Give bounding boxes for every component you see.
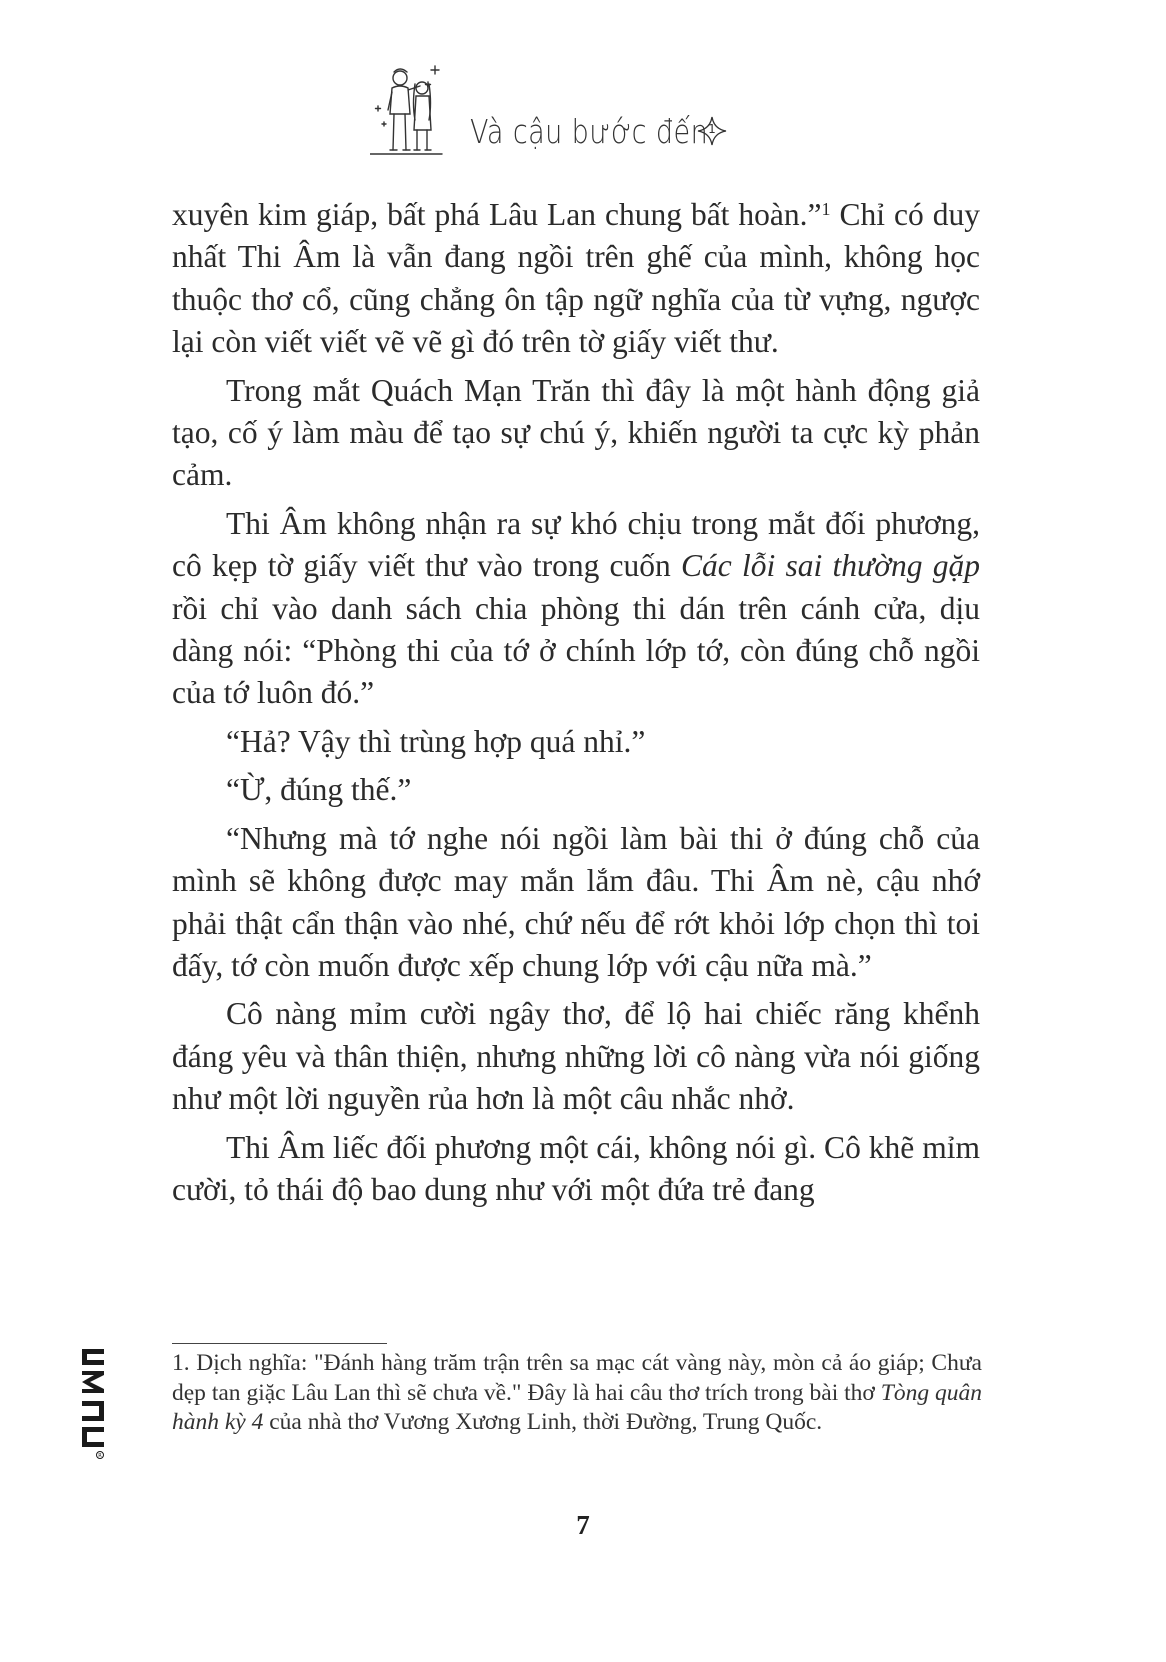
footnote — [172, 1349, 982, 1438]
paragraph-1-part-b: Chỉ có duy nhất Thi Âm là vẫn đang ngồi trên ghế của mình, không học thuộc thơ cổ, cũng chẳng ôn tập ngữ nghĩa của từ vựng, ngược lại còn viết viết vẽ vẽ gì đó trên tờ giấy viết thư. — [172, 197, 980, 360]
paragraph-2: Trong mắt Quách Mạn Trăn thì đây là một hành động giả tạo, cố ý làm màu để tạo sự chú ý, khiến người ta cực kỳ phản cảm. — [172, 372, 980, 493]
paragraph-1-part-a: xuyên kim giáp, bất phá Lâu Lan chung bất hoàn.” — [172, 197, 822, 232]
paragraph-8: Thi Âm liếc đối phương một cái, không nói gì. Cô khẽ mỉm cười, tỏ thái độ bao dung như với một đứa trẻ đang — [172, 1129, 980, 1207]
paragraph-6: “Nhưng mà tớ nghe nói ngồi làm bài thi ở đúng chỗ của mình sẽ không được may mắn lắm đâu. Thi Âm nè, cậu nhớ phải thật cẩn thận vào nhé, chứ nếu để rớt khỏi lớp chọn thì toi đấy, tớ còn muốn được xếp chung lớp với cậu nữa mà.” — [172, 820, 980, 983]
book-title-italic: Các lỗi sai thường gặp — [681, 548, 980, 584]
book-title: Và cậu bước đến — [470, 112, 709, 151]
page-number: 7 — [576, 1510, 590, 1540]
footnote-part-b: của nhà thơ Vương Xương Linh, thời Đường, Trung Quốc. — [263, 1409, 823, 1435]
footnote-ref: 1 — [821, 199, 831, 219]
body-text — [172, 194, 980, 1217]
amun-logo-icon — [78, 1347, 122, 1465]
svg-text:R: R — [98, 1453, 102, 1459]
paragraph-3-part-b: rồi chỉ vào danh sách chia phòng thi dán trên cánh cửa, dịu dàng nói: “Phòng thi của tớ ở chính lớp tớ, còn đúng chỗ ngồi của tớ luôn đó.” — [172, 590, 980, 711]
couple-sketch-icon — [370, 58, 470, 170]
paragraph-7: Cô nàng mỉm cười ngây thơ, để lộ hai chiếc răng khểnh đáng yêu và thân thiện, nhưng những lời cô nàng vừa nói giống như một lời nguyền rủa hơn là một câu nhắc nhở. — [172, 996, 980, 1117]
paragraph-1 — [172, 194, 980, 364]
paragraph-5: “Ừ, đúng thế.” — [226, 772, 412, 808]
footnote-part-a: 1. Dịch nghĩa: "Đánh hàng trăm trận trên sa mạc cát vàng này, mòn cả áo giáp; Chưa dẹp tan giặc Lâu Lan thì sẽ chưa về." Đây là hai câu thơ trích trong bài thơ — [172, 1350, 982, 1406]
chapter-number: 1 — [708, 122, 716, 136]
paragraph-4: “Hả? Vậy thì trùng hợp quá nhỉ.” — [226, 723, 646, 759]
paragraph-3-part-a: Thi Âm không nhận ra sự khó chịu trong mắt đối phương, cô kẹp tờ giấy viết thư vào trong cuốn — [172, 505, 980, 584]
poem-title-italic: Tòng quân hành kỳ 4 — [172, 1379, 982, 1435]
running-header — [370, 58, 730, 170]
footnote-divider — [172, 1343, 387, 1344]
chapter-badge — [697, 116, 727, 146]
paragraph-3 — [172, 503, 980, 715]
